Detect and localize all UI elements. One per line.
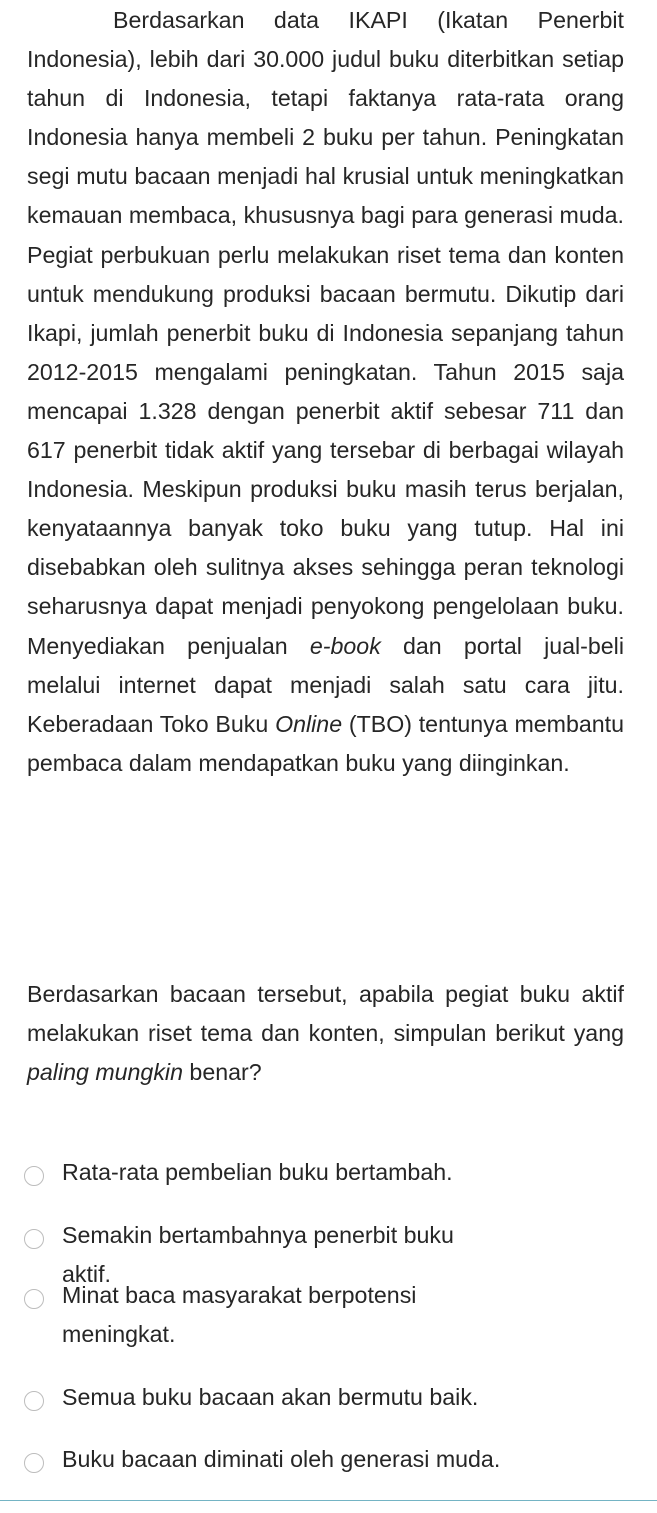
option-a[interactable] (24, 1153, 634, 1192)
radio-button-icon[interactable] (24, 1391, 44, 1411)
option-c[interactable] (24, 1276, 634, 1354)
question-italic-emphasis: paling mungkin (27, 1059, 183, 1085)
option-label: Semua buku bacaan akan bermutu baik. (62, 1384, 479, 1410)
question-text-2: benar? (182, 1059, 262, 1085)
question-text-1: Berdasarkan bacaan tersebut, apabila pegiat buku aktif melakukan riset tema dan konten, simpulan berikut yang (27, 981, 624, 1046)
option-label: Rata-rata pembelian buku bertambah. (62, 1159, 453, 1185)
reading-passage (27, 1, 624, 783)
radio-button-icon[interactable] (24, 1453, 44, 1473)
passage-italic-ebook: e-book (309, 632, 381, 659)
radio-button-icon[interactable] (24, 1229, 44, 1249)
option-e[interactable] (24, 1440, 634, 1479)
bottom-divider (0, 1500, 657, 1501)
option-d[interactable] (24, 1378, 634, 1417)
option-label: Minat baca masyarakat berpotensi meningkat. (62, 1282, 417, 1347)
question-text (27, 975, 624, 1092)
passage-text-1: Berdasarkan data IKAPI (Ikatan Penerbit Indonesia), lebih dari 30.000 judul buku diterbitkan setiap tahun di Indonesia, tetapi faktanya rata-rata orang Indonesia hanya membeli 2 buku per tahun. Peningkatan segi mutu bacaan menjadi hal krusial untuk meningkatkan kemauan membaca, khususnya bagi para generasi muda. Pegiat perbukuan perlu melakukan riset tema dan konten untuk mendukung produksi bacaan bermutu. Dikutip dari Ikapi, jumlah penerbit buku di Indonesia sepanjang tahun 2012-2015 mengalami peningkatan. Tahun 2015 saja mencapai 1.328 dengan penerbit aktif sebesar 711 dan 617 penerbit tidak aktif yang tersebar di berbagai wilayah Indonesia. Meskipun produksi buku masih terus berjalan, kenyataannya banyak toko buku yang tutup. Hal ini disebabkan oleh sulitnya akses sehingga peran teknologi seharusnya dapat menjadi penyokong pengelolaan buku. Menyediakan penjualan (27, 7, 624, 659)
passage-text-2: dan portal jual-beli melalui internet dapat menjadi salah satu cara jitu. Keberadaan Toko Buku (27, 632, 624, 737)
radio-button-icon[interactable] (24, 1289, 44, 1309)
radio-button-icon[interactable] (24, 1166, 44, 1186)
option-label: Semakin bertambahnya penerbit buku aktif. (62, 1222, 454, 1287)
passage-text-3: (TBO) tentunya membantu pembaca dalam mendapatkan buku yang diinginkan. (27, 710, 624, 776)
passage-italic-online: Online (275, 710, 343, 737)
option-label: Buku bacaan diminati oleh generasi muda. (62, 1446, 501, 1472)
